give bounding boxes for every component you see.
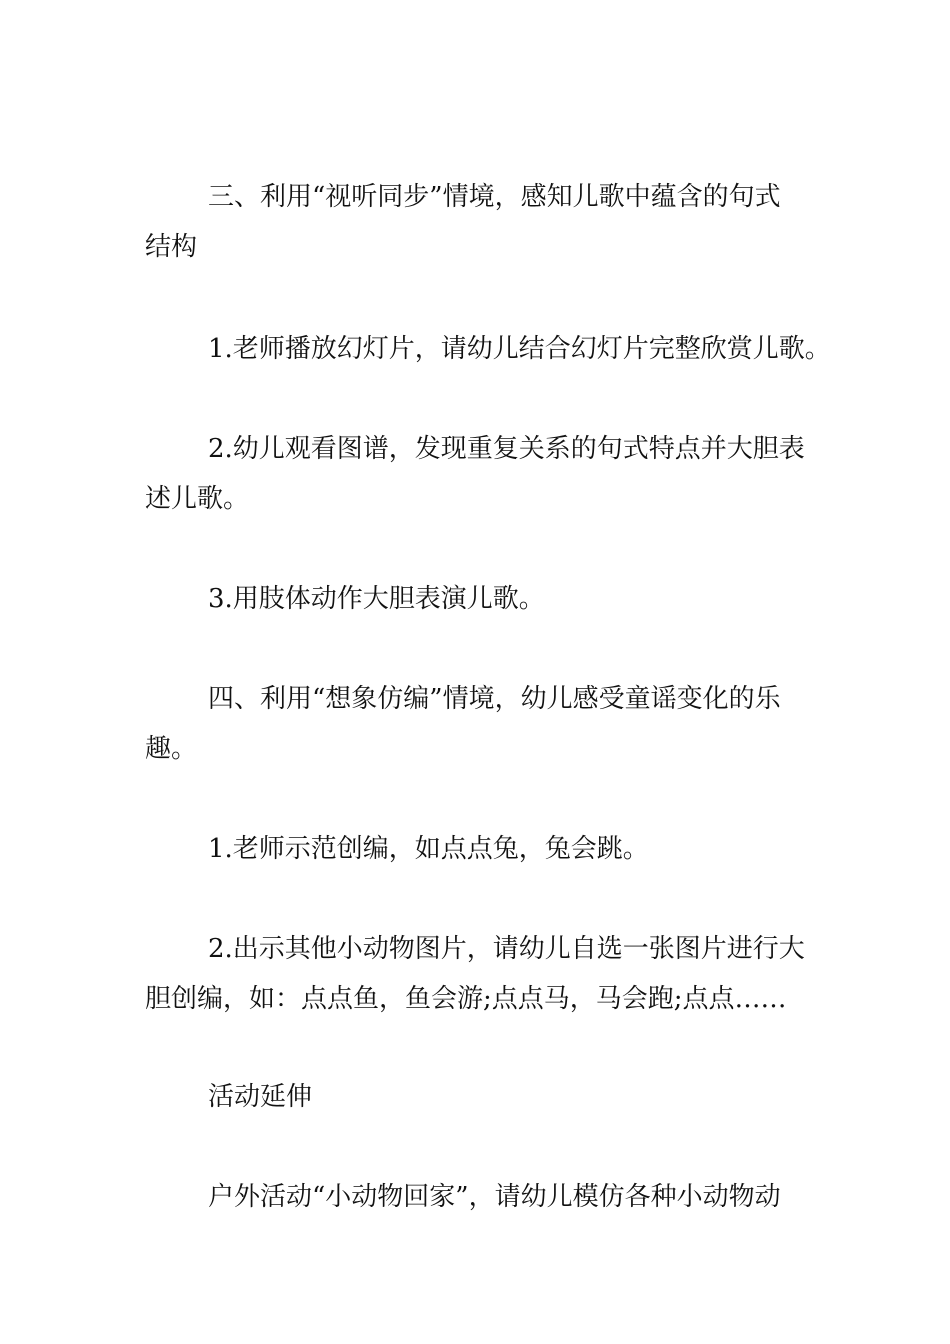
section-heading-extension — [145, 1072, 810, 1122]
text-line: 胆创编，如：点点鱼，鱼会游;点点马，马会跑;点点…… — [145, 984, 787, 1014]
text-line: 1.老师播放幻灯片，请幼儿结合幻灯片完整欣赏儿歌。 — [208, 334, 831, 364]
step-item — [145, 424, 810, 524]
step-item — [145, 324, 831, 374]
text-line: 2.出示其他小动物图片，请幼儿自选一张图片进行大 — [208, 934, 805, 964]
text-line: 活动延伸 — [208, 1082, 313, 1112]
text-line: 1.老师示范创编，如点点兔，兔会跳。 — [208, 834, 649, 864]
text-line: 2.幼儿观看图谱，发现重复关系的句式特点并大胆表 — [208, 434, 805, 464]
text-line: 四、利用“想象仿编”情境，幼儿感受童谣变化的乐 — [208, 684, 781, 714]
body-paragraph — [145, 1172, 810, 1222]
text-line: 趣。 — [145, 734, 198, 764]
step-item — [145, 924, 810, 1024]
section-heading-four — [145, 674, 810, 774]
text-line: 结构 — [145, 232, 198, 262]
text-line: 户外活动“小动物回家”，请幼儿模仿各种小动物动 — [208, 1182, 781, 1212]
text-line: 三、利用“视听同步”情境，感知儿歌中蕴含的句式 — [208, 182, 781, 212]
text-line: 3.用肢体动作大胆表演儿歌。 — [208, 584, 545, 614]
text-line: 述儿歌。 — [145, 484, 250, 514]
step-item — [145, 824, 810, 874]
step-item — [145, 574, 810, 624]
section-heading-three — [145, 172, 810, 272]
